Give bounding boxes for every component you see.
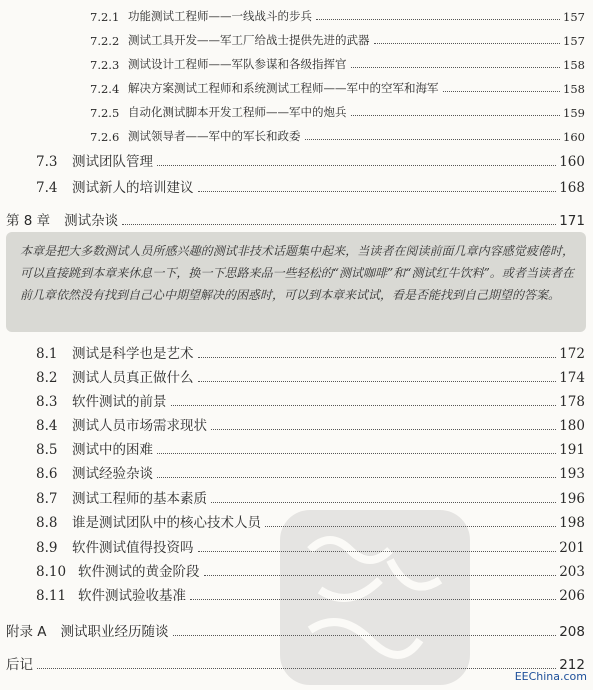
entry-number: 7.2.5 xyxy=(90,106,120,120)
entry-title: 测试人员真正做什么 xyxy=(72,370,194,386)
entry-page: 206 xyxy=(559,588,585,604)
entry-title: 测试人员市场需求现状 xyxy=(72,418,207,434)
entry-title: 解决方案测试工程师和系统测试工程师——军中的空军和海军 xyxy=(128,81,439,95)
appendix-page: 208 xyxy=(559,624,585,640)
entry-title: 谁是测试团队中的核心技术人员 xyxy=(72,515,261,531)
afterword-title: 后记 xyxy=(6,657,33,673)
leader-dots xyxy=(171,405,557,406)
entry-number: 7.4 xyxy=(36,180,58,196)
leader-dots xyxy=(198,357,557,358)
toc-entry-8-3[interactable] xyxy=(36,390,585,410)
toc-entry-7-2-5[interactable] xyxy=(90,102,585,120)
entry-page: 198 xyxy=(559,515,585,531)
toc-entry-8-4[interactable] xyxy=(36,414,585,434)
entry-title: 测试是科学也是艺术 xyxy=(72,346,194,362)
afterword-page: 212 xyxy=(559,657,585,673)
entry-title: 测试经验杂谈 xyxy=(72,466,153,482)
leader-dots xyxy=(157,453,556,454)
leader-dots xyxy=(443,91,561,92)
entry-page: 178 xyxy=(559,394,585,410)
entry-number: 8.5 xyxy=(36,442,58,458)
entry-page: 157 xyxy=(563,34,585,48)
entry-title: 自动化测试脚本开发工程师——军中的炮兵 xyxy=(128,105,347,119)
chapter-number: 第 8 章 xyxy=(6,213,51,229)
appendix-number: 附录 A xyxy=(6,624,47,640)
entry-number: 7.3 xyxy=(36,154,58,170)
entry-page: 174 xyxy=(559,370,585,386)
appendix-title: 测试职业经历随谈 xyxy=(60,624,169,640)
entry-page: 158 xyxy=(563,58,585,72)
toc-entry-8-1[interactable] xyxy=(36,342,585,362)
entry-number: 8.10 xyxy=(36,564,67,580)
entry-page: 160 xyxy=(563,130,585,144)
entry-page: 158 xyxy=(563,82,585,96)
leader-dots xyxy=(374,43,561,44)
entry-number: 8.11 xyxy=(36,588,67,604)
entry-page: 172 xyxy=(559,346,585,362)
leader-dots xyxy=(157,477,556,478)
leader-dots xyxy=(351,115,561,116)
entry-number: 7.2.2 xyxy=(90,34,120,48)
leader-dots xyxy=(351,67,561,68)
toc-entry-8-5[interactable] xyxy=(36,438,585,458)
entry-title: 测试工程师的基本素质 xyxy=(72,491,207,507)
entry-title: 测试工具开发——军工厂给战士提供先进的武器 xyxy=(128,33,370,47)
entry-number: 8.8 xyxy=(36,515,58,531)
leader-dots xyxy=(211,429,556,430)
toc-entry-8-2[interactable] xyxy=(36,366,585,386)
entry-number: 7.2.6 xyxy=(90,130,120,144)
toc-entry-7-2-1[interactable] xyxy=(90,6,585,24)
entry-title: 软件测试的前景 xyxy=(72,394,167,410)
entry-title: 测试中的困难 xyxy=(72,442,153,458)
chapter-page: 171 xyxy=(559,213,585,229)
entry-page: 157 xyxy=(563,10,585,24)
entry-title: 测试新人的培训建议 xyxy=(72,180,194,196)
entry-page: 180 xyxy=(559,418,585,434)
entry-page: 168 xyxy=(559,180,585,196)
toc-entry-7-2-2[interactable] xyxy=(90,30,585,48)
leader-dots xyxy=(157,165,556,166)
entry-page: 196 xyxy=(559,491,585,507)
entry-number: 7.2.1 xyxy=(90,10,120,24)
entry-title: 软件测试值得投资吗 xyxy=(72,540,194,556)
toc-entry-7-4[interactable] xyxy=(36,176,585,196)
leader-dots xyxy=(122,224,556,225)
entry-number: 8.3 xyxy=(36,394,58,410)
leader-dots xyxy=(198,381,557,382)
seal-stamp-icon xyxy=(270,500,480,690)
toc-entry-7-3[interactable] xyxy=(36,150,585,170)
entry-title: 软件测试验收基准 xyxy=(78,588,186,604)
entry-number: 8.6 xyxy=(36,466,58,482)
entry-page: 203 xyxy=(559,564,585,580)
entry-page: 201 xyxy=(559,540,585,556)
leader-dots xyxy=(198,191,557,192)
toc-entry-7-2-3[interactable] xyxy=(90,54,585,72)
entry-title: 测试团队管理 xyxy=(72,154,153,170)
entry-title: 功能测试工程师——一线战斗的步兵 xyxy=(128,9,312,23)
entry-title: 软件测试的黄金阶段 xyxy=(78,564,200,580)
leader-dots xyxy=(305,139,561,140)
entry-number: 8.9 xyxy=(36,540,58,556)
entry-number: 8.2 xyxy=(36,370,58,386)
toc-chapter-8[interactable] xyxy=(6,209,585,229)
entry-title: 测试设计工程师——军队参谋和各级指挥官 xyxy=(128,57,347,71)
entry-title: 测试领导者——军中的军长和政委 xyxy=(128,129,301,143)
leader-dots xyxy=(316,19,560,20)
chapter-intro-box: 本章是把大多数测试人员所感兴趣的测试非技术话题集中起来，当读者在阅读前面几章内容感觉疲倦时，可以直接跳到本章来休息一下，换一下思路来品一些轻松的“测试咖啡”和“测试红牛饮料”。或者当读者在前几章依然没有找到自己心中期望解决的困惑时，可以到本章来试试，看是否能找到自己期望的答案。 xyxy=(6,232,586,332)
chapter-title: 测试杂谈 xyxy=(64,213,119,229)
entry-number: 8.7 xyxy=(36,491,58,507)
toc-entry-7-2-6[interactable] xyxy=(90,126,585,144)
entry-page: 193 xyxy=(559,466,585,482)
site-watermark: EEChina.com xyxy=(514,670,587,683)
entry-number: 7.2.4 xyxy=(90,82,120,96)
entry-page: 191 xyxy=(559,442,585,458)
entry-page: 159 xyxy=(563,106,585,120)
toc-entry-8-6[interactable] xyxy=(36,462,585,482)
entry-number: 8.4 xyxy=(36,418,58,434)
entry-number: 7.2.3 xyxy=(90,58,120,72)
entry-number: 8.1 xyxy=(36,346,58,362)
toc-entry-7-2-4[interactable] xyxy=(90,78,585,96)
entry-page: 160 xyxy=(559,154,585,170)
